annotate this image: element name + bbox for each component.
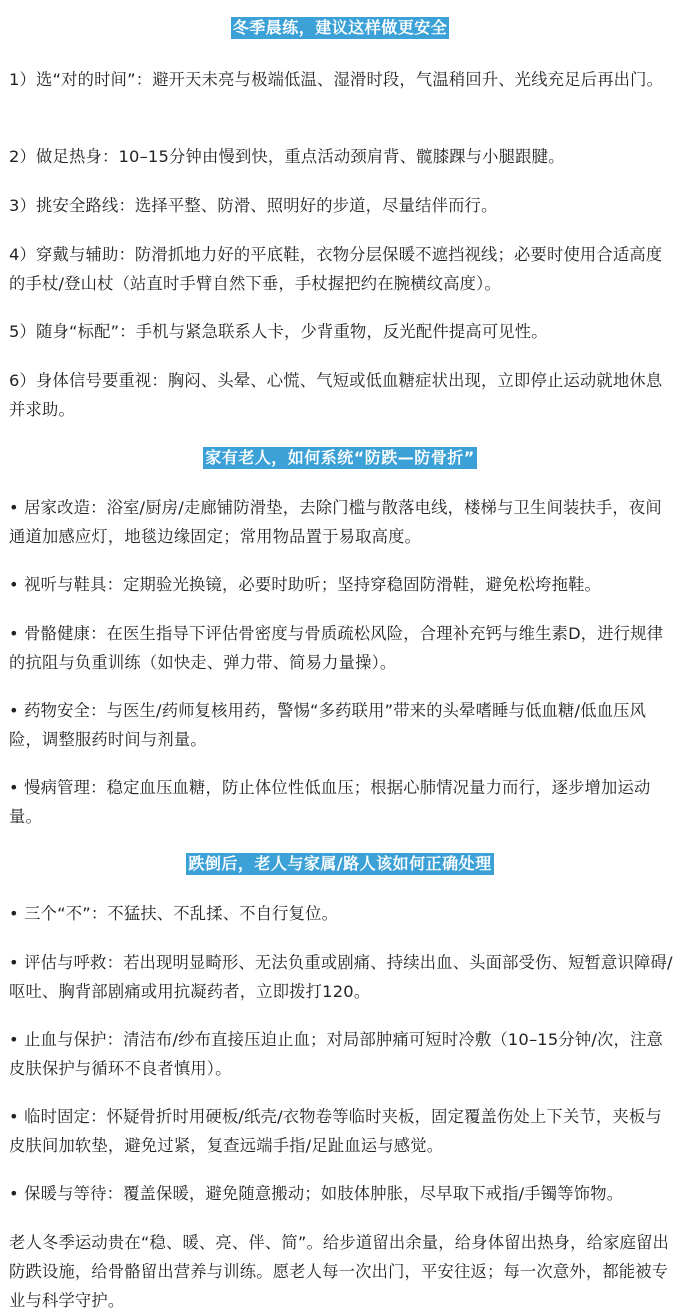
list-item: 6）身体信号要重视：胸闷、头晕、心慌、气短或低血糖症状出现，立即停止运动就地休息并求助。 bbox=[9, 371, 663, 419]
list-item: • 评估与呼救：若出现明显畸形、无法负重或剧痛、持续出血、头面部受伤、短暂意识障碍/呕吐、胸背部剧痛或用抗凝药者，立即拨打120。 bbox=[9, 953, 673, 1001]
list-item: • 保暖与等待：覆盖保暖，避免随意搬动；如肢体肿胀，尽早取下戒指/手镯等饰物。 bbox=[9, 1184, 624, 1203]
list-item: • 居家改造：浴室/厨房/走廊铺防滑垫，去除门槛与散落电线，楼梯与卫生间装扶手，夜间通道加感应灯，地毯边缘固定；常用物品置于易取高度。 bbox=[9, 498, 662, 546]
list-item: • 慢病管理：稳定血压血糖，防止体位性低血压；根据心肺情况量力而行，逐步增加运动量。 bbox=[9, 778, 651, 826]
list-item: 5）随身“标配”：手机与紧急联系人卡，少背重物，反光配件提高可见性。 bbox=[9, 322, 548, 341]
list-item: • 临时固定：怀疑骨折时用硬板/纸壳/衣物卷等临时夹板，固定覆盖伤处上下关节，夹板与皮肤间加软垫，避免过紧，复查远端手指/足趾血运与感觉。 bbox=[9, 1107, 662, 1155]
list-item: 4）穿戴与辅助：防滑抓地力好的平底鞋，衣物分层保暖不遮挡视线；必要时使用合适高度的手杖/登山杖（站直时手臂自然下垂，手杖握把约在腕横纹高度）。 bbox=[9, 245, 663, 293]
section-heading-label: 家有老人，如何系统“防跌—防骨折” bbox=[205, 448, 475, 467]
list-item: 1）选“对的时间”：避开天未亮与极端低温、湿滑时段，气温稍回升、光线充足后再出门。 bbox=[9, 70, 664, 89]
list-item: • 视听与鞋具：定期验光换镜，必要时助听；坚持穿稳固防滑鞋，避免松垮拖鞋。 bbox=[9, 575, 602, 594]
section-heading-fall-prevention bbox=[0, 447, 680, 469]
list-item: 3）挑安全路线：选择平整、防滑、照明好的步道，尽量结伴而行。 bbox=[9, 196, 498, 215]
section-heading-morning-exercise bbox=[0, 17, 680, 39]
section-heading-label: 冬季晨练，建议这样做更安全 bbox=[232, 18, 448, 37]
section-heading-after-fall bbox=[0, 853, 680, 875]
section-heading-label: 跌倒后，老人与家属/路人该如何正确处理 bbox=[188, 854, 492, 873]
list-item: • 止血与保护：清洁布/纱布直接压迫止血；对局部肿痛可短时冷敷（10–15分钟/次，注意皮肤保护与循环不良者慎用）。 bbox=[9, 1030, 663, 1078]
list-item: 2）做足热身：10–15分钟由慢到快，重点活动颈肩背、髋膝踝与小腿跟腱。 bbox=[9, 147, 565, 166]
closing-paragraph: 老人冬季运动贵在“稳、暖、亮、伴、简”。给步道留出余量，给身体留出热身，给家庭留出防跌设施，给骨骼留出营养与训练。愿老人每一次出门，平安往返；每一次意外，都能被专业与科学守护。 bbox=[9, 1233, 670, 1310]
list-item: • 三个“不”：不猛扶、不乱揉、不自行复位。 bbox=[9, 904, 339, 923]
list-item: • 骨骼健康：在医生指导下评估骨密度与骨质疏松风险，合理补充钙与维生素D，进行规律的抗阻与负重训练（如快走、弹力带、简易力量操）。 bbox=[9, 624, 664, 672]
list-item: • 药物安全：与医生/药师复核用药，警惕“多药联用”带来的头晕嗜睡与低血糖/低血压风险，调整服药时间与剂量。 bbox=[9, 701, 647, 749]
